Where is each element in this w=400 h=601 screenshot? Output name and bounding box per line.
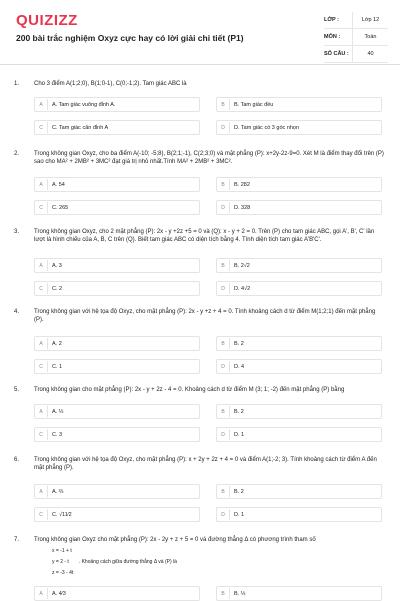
option-a[interactable] <box>34 258 200 273</box>
question-number: 4. <box>14 309 20 315</box>
option-a[interactable] <box>34 336 200 351</box>
question-number: 2. <box>14 151 20 157</box>
option-a[interactable] <box>34 404 200 419</box>
question-text-tail: . Khoảng cách giữa đường thẳng Δ và (P) là <box>78 559 177 565</box>
option-text: B. ⅓ <box>234 590 246 597</box>
option-letter: B <box>217 588 230 599</box>
option-c[interactable] <box>34 120 200 135</box>
question-5 <box>14 386 386 394</box>
option-letter: A <box>35 179 48 190</box>
system-line-text: y = 2 - t <box>52 559 69 565</box>
option-b[interactable] <box>216 336 382 351</box>
option-text: A. Tam giác vuông đỉnh A. <box>52 101 116 108</box>
question-2 <box>14 150 386 166</box>
option-b[interactable] <box>216 258 382 273</box>
system-line: z = -3 - 4t <box>52 570 74 576</box>
option-text: B. 282 <box>234 181 250 188</box>
option-a[interactable] <box>34 97 200 112</box>
system-line <box>52 557 386 568</box>
option-d[interactable] <box>216 507 382 522</box>
option-letter: A <box>35 406 48 417</box>
quizizz-logo: QUIZIZZ <box>16 12 78 29</box>
question-text: Cho 3 điểm A(1;2;0), B(1;0-1), C(0;-1;2). Tam giác ABC là <box>34 81 187 87</box>
option-letter: D <box>217 283 230 294</box>
parametric-system <box>14 546 386 579</box>
option-text: A. 3 <box>52 262 62 269</box>
option-letter: C <box>35 283 48 294</box>
option-letter: B <box>217 486 230 497</box>
option-text: A. ⅓ <box>52 408 64 415</box>
option-letter: B <box>217 406 230 417</box>
option-letter: D <box>217 122 230 133</box>
option-text: C. 1 <box>52 363 63 370</box>
question-text: Trong không gian với hệ tọa độ Oxyz, cho mặt phẳng (P): 2x - y +z + 4 = 0. Tính khoảng cách d từ điểm M(1;2;1) đến mặt phẳng (P). <box>34 309 376 323</box>
option-b[interactable] <box>216 177 382 192</box>
question-6 <box>14 456 386 472</box>
option-letter: A <box>35 588 48 599</box>
option-text: B. 2 <box>234 408 244 415</box>
option-b[interactable] <box>216 97 382 112</box>
question-number: 1. <box>14 81 20 87</box>
question-number: 5. <box>14 387 20 393</box>
option-text: A. ⅔ <box>52 488 64 495</box>
option-letter: A <box>35 260 48 271</box>
option-text: C. √11⁄2 <box>52 511 72 518</box>
meta-key: MÔN : <box>324 34 341 40</box>
option-text: D. 4 <box>234 363 245 370</box>
option-letter: B <box>217 260 230 271</box>
option-letter: C <box>35 509 48 520</box>
option-text: D. 1 <box>234 431 245 438</box>
option-text: B. 2 <box>234 340 244 347</box>
meta-table <box>324 12 388 63</box>
option-c[interactable] <box>34 359 200 374</box>
option-letter: D <box>217 361 230 372</box>
option-a[interactable] <box>34 177 200 192</box>
option-letter: C <box>35 202 48 213</box>
question-7 <box>14 536 386 544</box>
option-text: B. 2 <box>234 488 244 495</box>
option-c[interactable] <box>34 200 200 215</box>
option-letter: A <box>35 338 48 349</box>
question-text: Trong không gian cho mặt phẳng (P): 2x - y + 2z - 4 = 0. Khoảng cách d từ điểm M (3; 1; -2) đến mặt phẳng (P) bằng <box>34 387 345 393</box>
question-number: 7. <box>14 537 20 543</box>
page-title: 200 bài trắc nghiệm Oxyz cực hay có lời giải chi tiết (P1) <box>16 33 244 43</box>
option-text: D. 1 <box>234 511 245 518</box>
question-text: Trong không gian Oxyz, cho 2 mặt phẳng (P): 2x - y +2z +5 = 0 và (Q): x - y + 2 = 0. Trên (P) cho tam giác ABC, gọi A', B', C' lần lượt là hình chiếu của A, B, C trên (Q). Biết tam giác ABC có diện tích bằng 4. Tính diện tích tam giác A'B'C'. <box>34 229 375 243</box>
option-letter: B <box>217 179 230 190</box>
option-text: D. Tam giác có 3 góc nhọn <box>234 124 300 131</box>
meta-value: 40 <box>352 46 388 62</box>
option-d[interactable] <box>216 427 382 442</box>
option-text: A. 2 <box>52 340 62 347</box>
option-d[interactable] <box>216 200 382 215</box>
meta-key: LỚP : <box>324 17 339 23</box>
option-letter: C <box>35 122 48 133</box>
option-letter: D <box>217 509 230 520</box>
option-letter: C <box>35 361 48 372</box>
question-3 <box>14 228 386 244</box>
option-a[interactable] <box>34 586 200 601</box>
option-text: A. 4⁄3 <box>52 590 66 597</box>
option-text: C. 265 <box>52 204 69 211</box>
option-letter: C <box>35 429 48 440</box>
option-b[interactable] <box>216 586 382 601</box>
option-letter: D <box>217 202 230 213</box>
option-c[interactable] <box>34 507 200 522</box>
option-text: C. 3 <box>52 431 63 438</box>
option-d[interactable] <box>216 359 382 374</box>
option-letter: B <box>217 338 230 349</box>
option-d[interactable] <box>216 281 382 296</box>
option-c[interactable] <box>34 427 200 442</box>
question-number: 6. <box>14 457 20 463</box>
question-4 <box>14 308 386 324</box>
option-b[interactable] <box>216 484 382 499</box>
option-letter: A <box>35 99 48 110</box>
option-text: D. 328 <box>234 204 251 211</box>
option-a[interactable] <box>34 484 200 499</box>
question-text: Trong không gian Oxyz, cho ba điểm A(-10; -5;8), B(2;1;-1), C(2;3;0) và mặt phẳng (P): x+2y-2z-9=0. Xét M là điểm thay đổi trên (P) sao cho MA² + 2MB² + 3MC² đạt giá trị nhỏ nhất.Tính MA² + 2MB² + 3MC². <box>34 151 384 165</box>
question-number: 3. <box>14 229 20 235</box>
option-text: C. 2 <box>52 285 63 292</box>
option-letter: D <box>217 429 230 440</box>
option-d[interactable] <box>216 120 382 135</box>
question-text: Trong không gian với hệ tọa độ Oxyz, cho mặt phẳng (P): x + 2y + 2z + 4 = 0 và điểm A(1;-2; 3). Tính khoảng cách từ điểm A đến mặt phẳng (P). <box>34 457 377 471</box>
question-text: Trong không gian Oxyz cho mặt phẳng (P): 2x - 2y + z + 5 = 0 và đường thẳng Δ có phương trình tham số <box>34 537 316 543</box>
option-b[interactable] <box>216 404 382 419</box>
meta-key: SỐ CÂU : <box>324 51 349 57</box>
option-letter: B <box>217 99 230 110</box>
option-text: B. Tam giác đều <box>234 101 274 108</box>
option-text: A. 54 <box>52 181 65 188</box>
option-text: B. 2√2 <box>234 262 250 269</box>
option-c[interactable] <box>34 281 200 296</box>
option-letter: A <box>35 486 48 497</box>
system-line: x = -1 + t <box>52 548 72 554</box>
header <box>0 0 400 65</box>
option-text: C. Tam giác cân đỉnh A <box>52 124 109 131</box>
question-1 <box>14 80 386 88</box>
meta-value: Toán <box>352 29 388 45</box>
meta-value: Lớp 12 <box>352 12 388 28</box>
option-text: D. 4√2 <box>234 285 251 292</box>
